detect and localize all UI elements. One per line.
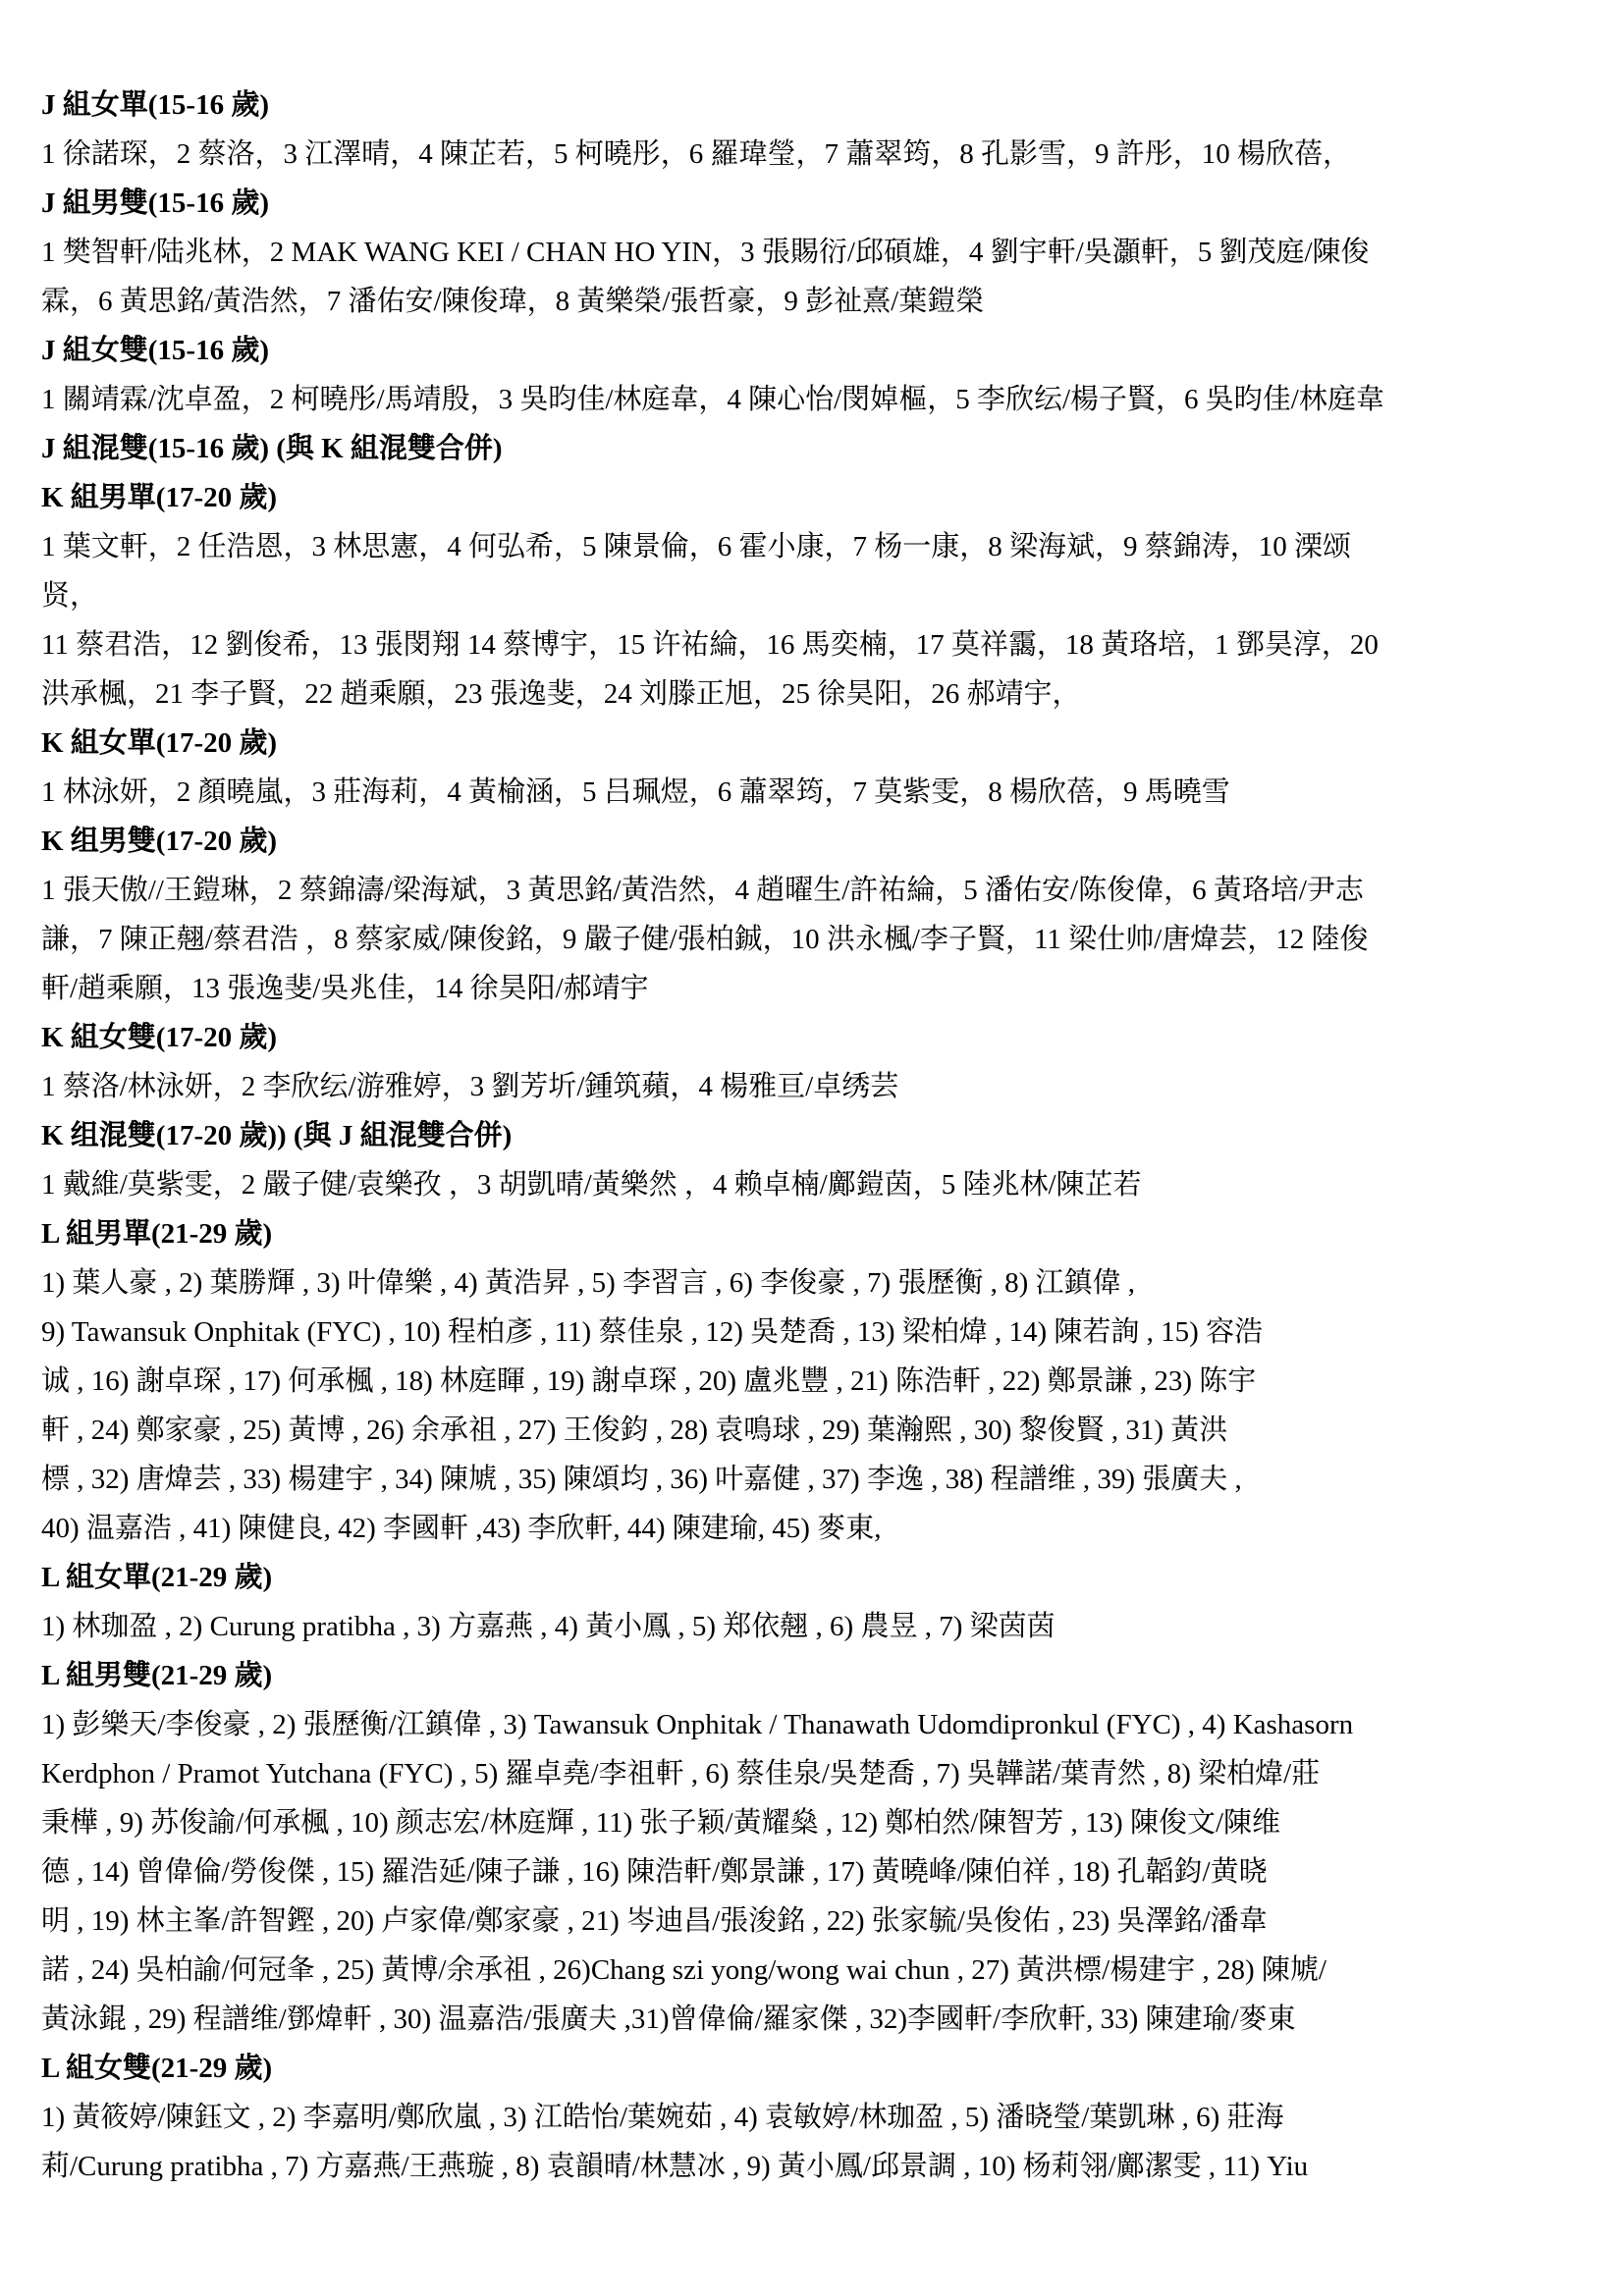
section bbox=[41, 817, 1597, 1013]
section-heading: J 組混雙(15-16 歲) (與 K 組混雙合併) bbox=[41, 433, 503, 464]
entry-line: 1 關靖霖/沈卓盈，2 柯曉彤/馬靖殷，3 吳昀佳/林庭韋，4 陳心怡/閔婥樞，5 李欣纭/楊子賢，6 吳昀佳/林庭韋 bbox=[41, 384, 1384, 415]
section bbox=[41, 424, 1597, 473]
section-heading: K 組女雙(17-20 歲) bbox=[41, 1022, 278, 1053]
entry-line: 1) 黃筱婷/陳鈺文 , 2) 李嘉明/鄭欣嵐 , 3) 江皓怡/葉婉茹 , 4) 袁敏婷/林珈盈 , 5) 潘晓瑩/葉凱琳 , 6) 莊海 bbox=[41, 2102, 1284, 2133]
entry-line: 1 林泳妍，2 顏曉嵐，3 莊海莉，4 黃榆涵，5 吕珮煜，6 蕭翠筠，7 莫紫雯，8 楊欣蓓，9 馬曉雪 bbox=[41, 776, 1230, 808]
entry-line: 1) 林珈盈 , 2) Curung pratibha , 3) 方嘉燕 , 4) 黃小鳳 , 5) 郑依翹 , 6) 農昱 , 7) 梁茵茵 bbox=[41, 1611, 1056, 1642]
entry-line: 诚 , 16) 謝卓琛 , 17) 何承楓 , 18) 林庭睴 , 19) 謝卓琛 , 20) 盧兆豐 , 21) 陈浩軒 , 22) 鄭景謙 , 23) 陈宇 bbox=[41, 1365, 1257, 1397]
section bbox=[41, 179, 1597, 326]
section bbox=[41, 473, 1597, 719]
entry-line: 標 , 32) 唐煒芸 , 33) 楊建宇 , 34) 陳虓 , 35) 陳頌均 , 36) 叶嘉健 , 37) 李逸 , 38) 程譜维 , 39) 張廣夫 , bbox=[41, 1464, 1242, 1495]
entry-line: 1 樊智軒/陆兆林，2 MAK WANG KEI / CHAN HO YIN，3 張賜衍/邱碩雄，4 劉宇軒/吳灝軒，5 劉茂庭/陳俊 bbox=[41, 237, 1370, 268]
entry-line: 1 蔡洛/林泳妍，2 李欣纭/游雅婷，3 劉芳圻/鍾筑蘋，4 楊雅亘/卓绣芸 bbox=[41, 1071, 899, 1102]
entry-line: 霖，6 黃思銘/黃浩然，7 潘佑安/陳俊瑋，8 黃樂榮/張哲豪，9 彭祉熹/葉鎧榮 bbox=[41, 286, 985, 317]
section-heading: L 組女單(21-29 歲) bbox=[41, 1562, 273, 1593]
section-heading: K 组男雙(17-20 歲) bbox=[41, 826, 278, 857]
document-page bbox=[41, 80, 1597, 2191]
entry-line: 明 , 19) 林主峯/許智鏗 , 20) 卢家偉/鄭家豪 , 21) 岑迪昌/張浚銘 , 22) 张家毓/吳俊佑 , 23) 吳澤銘/潘韋 bbox=[41, 1905, 1268, 1937]
entry-line: 1 葉文軒，2 任浩恩，3 林思憲，4 何弘希，5 陳景倫，6 霍小康，7 杨一康，8 梁海斌，9 蔡錦涛，10 溧颂 bbox=[41, 531, 1352, 562]
section-heading: J 組女單(15-16 歲) bbox=[41, 89, 269, 121]
entry-line: 1 張天傲//王鎧琳，2 蔡錦濤/梁海斌，3 黃思銘/黃浩然，4 趙曜生/許祐綸，5 潘佑安/陈俊偉，6 黃珞培/尹志 bbox=[41, 875, 1364, 906]
section-heading: L 組男單(21-29 歲) bbox=[41, 1218, 273, 1250]
section-heading: L 組女雙(21-29 歲) bbox=[41, 2053, 273, 2084]
entry-line: 洪承楓，21 李子賢，22 趙乘願，23 張逸斐，24 刘滕正旭，25 徐昊阳，26 郝靖宇， bbox=[41, 678, 1081, 710]
entry-line: 德 , 14) 曾偉倫/勞俊傑 , 15) 羅浩延/陳子謙 , 16) 陳浩軒/鄭景謙 , 17) 黃曉峰/陳伯祥 , 18) 孔韜鈞/黄晓 bbox=[41, 1856, 1268, 1888]
entry-line: 1) 葉人豪 , 2) 葉勝輝 , 3) 叶偉樂 , 4) 黃浩昇 , 5) 李習言 , 6) 李俊豪 , 7) 張歷衡 , 8) 江鎮偉 , bbox=[41, 1267, 1136, 1299]
section bbox=[41, 80, 1597, 179]
entry-line: 軒/趙乘願，13 張逸斐/吳兆佳，14 徐昊阳/郝靖宇 bbox=[41, 973, 649, 1004]
entry-line: 9) Tawansuk Onphitak (FYC) , 10) 程柏彥 , 11) 蔡佳泉 , 12) 吳楚喬 , 13) 梁柏煒 , 14) 陳若詢 , 15) 容浩 bbox=[41, 1316, 1264, 1348]
section-heading: J 組女雙(15-16 歲) bbox=[41, 335, 269, 366]
section bbox=[41, 2044, 1597, 2191]
entry-line: 1 徐諾琛，2 蔡洛，3 江澤晴，4 陳芷若，5 柯曉彤，6 羅瑋瑩，7 蕭翠筠，8 孔影雪，9 許彤，10 楊欣蓓， bbox=[41, 138, 1352, 170]
entry-line: 莉/Curung pratibha , 7) 方嘉燕/王燕璇 , 8) 袁韻晴/林慧冰 , 9) 黃小鳳/邱景調 , 10) 杨莉翎/鄺潔雯 , 11) Yiu bbox=[41, 2151, 1309, 2182]
section-heading: K 组混雙(17-20 歲)) (與 J 組混雙合併) bbox=[41, 1120, 513, 1151]
entry-line: 軒 , 24) 鄭家豪 , 25) 黃博 , 26) 余承祖 , 27) 王俊鈞 , 28) 袁鳴球 , 29) 葉瀚熙 , 30) 黎俊賢 , 31) 黃洪 bbox=[41, 1415, 1228, 1446]
entry-line: Kerdphon / Pramot Yutchana (FYC) , 5) 羅卓堯/李祖軒 , 6) 蔡佳泉/吳楚喬 , 7) 吳韡諾/葉青然 , 8) 梁柏煒/莊 bbox=[41, 1758, 1321, 1789]
section bbox=[41, 1209, 1597, 1553]
section-heading: J 組男雙(15-16 歲) bbox=[41, 187, 269, 219]
entry-line: 1) 彭樂天/李俊豪 , 2) 張歷衡/江鎮偉 , 3) Tawansuk Onphitak / Thanawath Udomdipronkul (FYC) , 4) Kashasorn bbox=[41, 1709, 1354, 1740]
section-heading: K 組男單(17-20 歲) bbox=[41, 482, 278, 513]
section bbox=[41, 1553, 1597, 1651]
section bbox=[41, 1651, 1597, 2044]
entry-line: 黃泳錕 , 29) 程譜维/鄧煒軒 , 30) 温嘉浩/張廣夫 ,31)曾偉倫/羅家傑 , 32)李國軒/李欣軒, 33) 陳建瑜/麥東 bbox=[41, 2003, 1296, 2035]
entry-line: 秉樺 , 9) 苏俊諭/何承楓 , 10) 颜志宏/林庭輝 , 11) 张子颖/黃耀燊 , 12) 鄭柏然/陳智芳 , 13) 陳俊文/陳维 bbox=[41, 1807, 1280, 1839]
section bbox=[41, 326, 1597, 424]
entry-line: 謙，7 陳正翹/蔡君浩 ，8 蔡家威/陳俊銘，9 嚴子健/張柏鋮，10 洪永楓/李子賢，11 梁仕帅/唐煒芸，12 陸俊 bbox=[41, 924, 1369, 955]
entry-line: 1 戴維/莫紫雯，2 嚴子健/袁樂孜 ，3 胡凱晴/黃樂然 ，4 赖卓楠/鄺鎧茵，5 陸兆林/陳芷若 bbox=[41, 1169, 1142, 1201]
section-heading: K 組女單(17-20 歲) bbox=[41, 727, 278, 759]
section bbox=[41, 1013, 1597, 1111]
section bbox=[41, 719, 1597, 817]
entry-line: 11 蔡君浩，12 劉俊希，13 張閔翔 14 蔡博宇，15 许祐綸，16 馬奕楠，17 莫祥靄，18 黃珞培，1 鄧昊淳，20 bbox=[41, 629, 1379, 661]
section bbox=[41, 1111, 1597, 1209]
entry-line: 40) 温嘉浩 , 41) 陳健良, 42) 李國軒 ,43) 李欣軒, 44) 陳建瑜, 45) 麥東, bbox=[41, 1513, 882, 1544]
section-heading: L 組男雙(21-29 歲) bbox=[41, 1660, 273, 1691]
entry-line: 贤， bbox=[41, 580, 99, 612]
entry-line: 諾 , 24) 吳柏諭/何冠夆 , 25) 黃博/余承祖 , 26)Chang szi yong/wong wai chun , 27) 黃洪標/楊建宇 , 28) 陳虓/ bbox=[41, 1954, 1326, 1986]
